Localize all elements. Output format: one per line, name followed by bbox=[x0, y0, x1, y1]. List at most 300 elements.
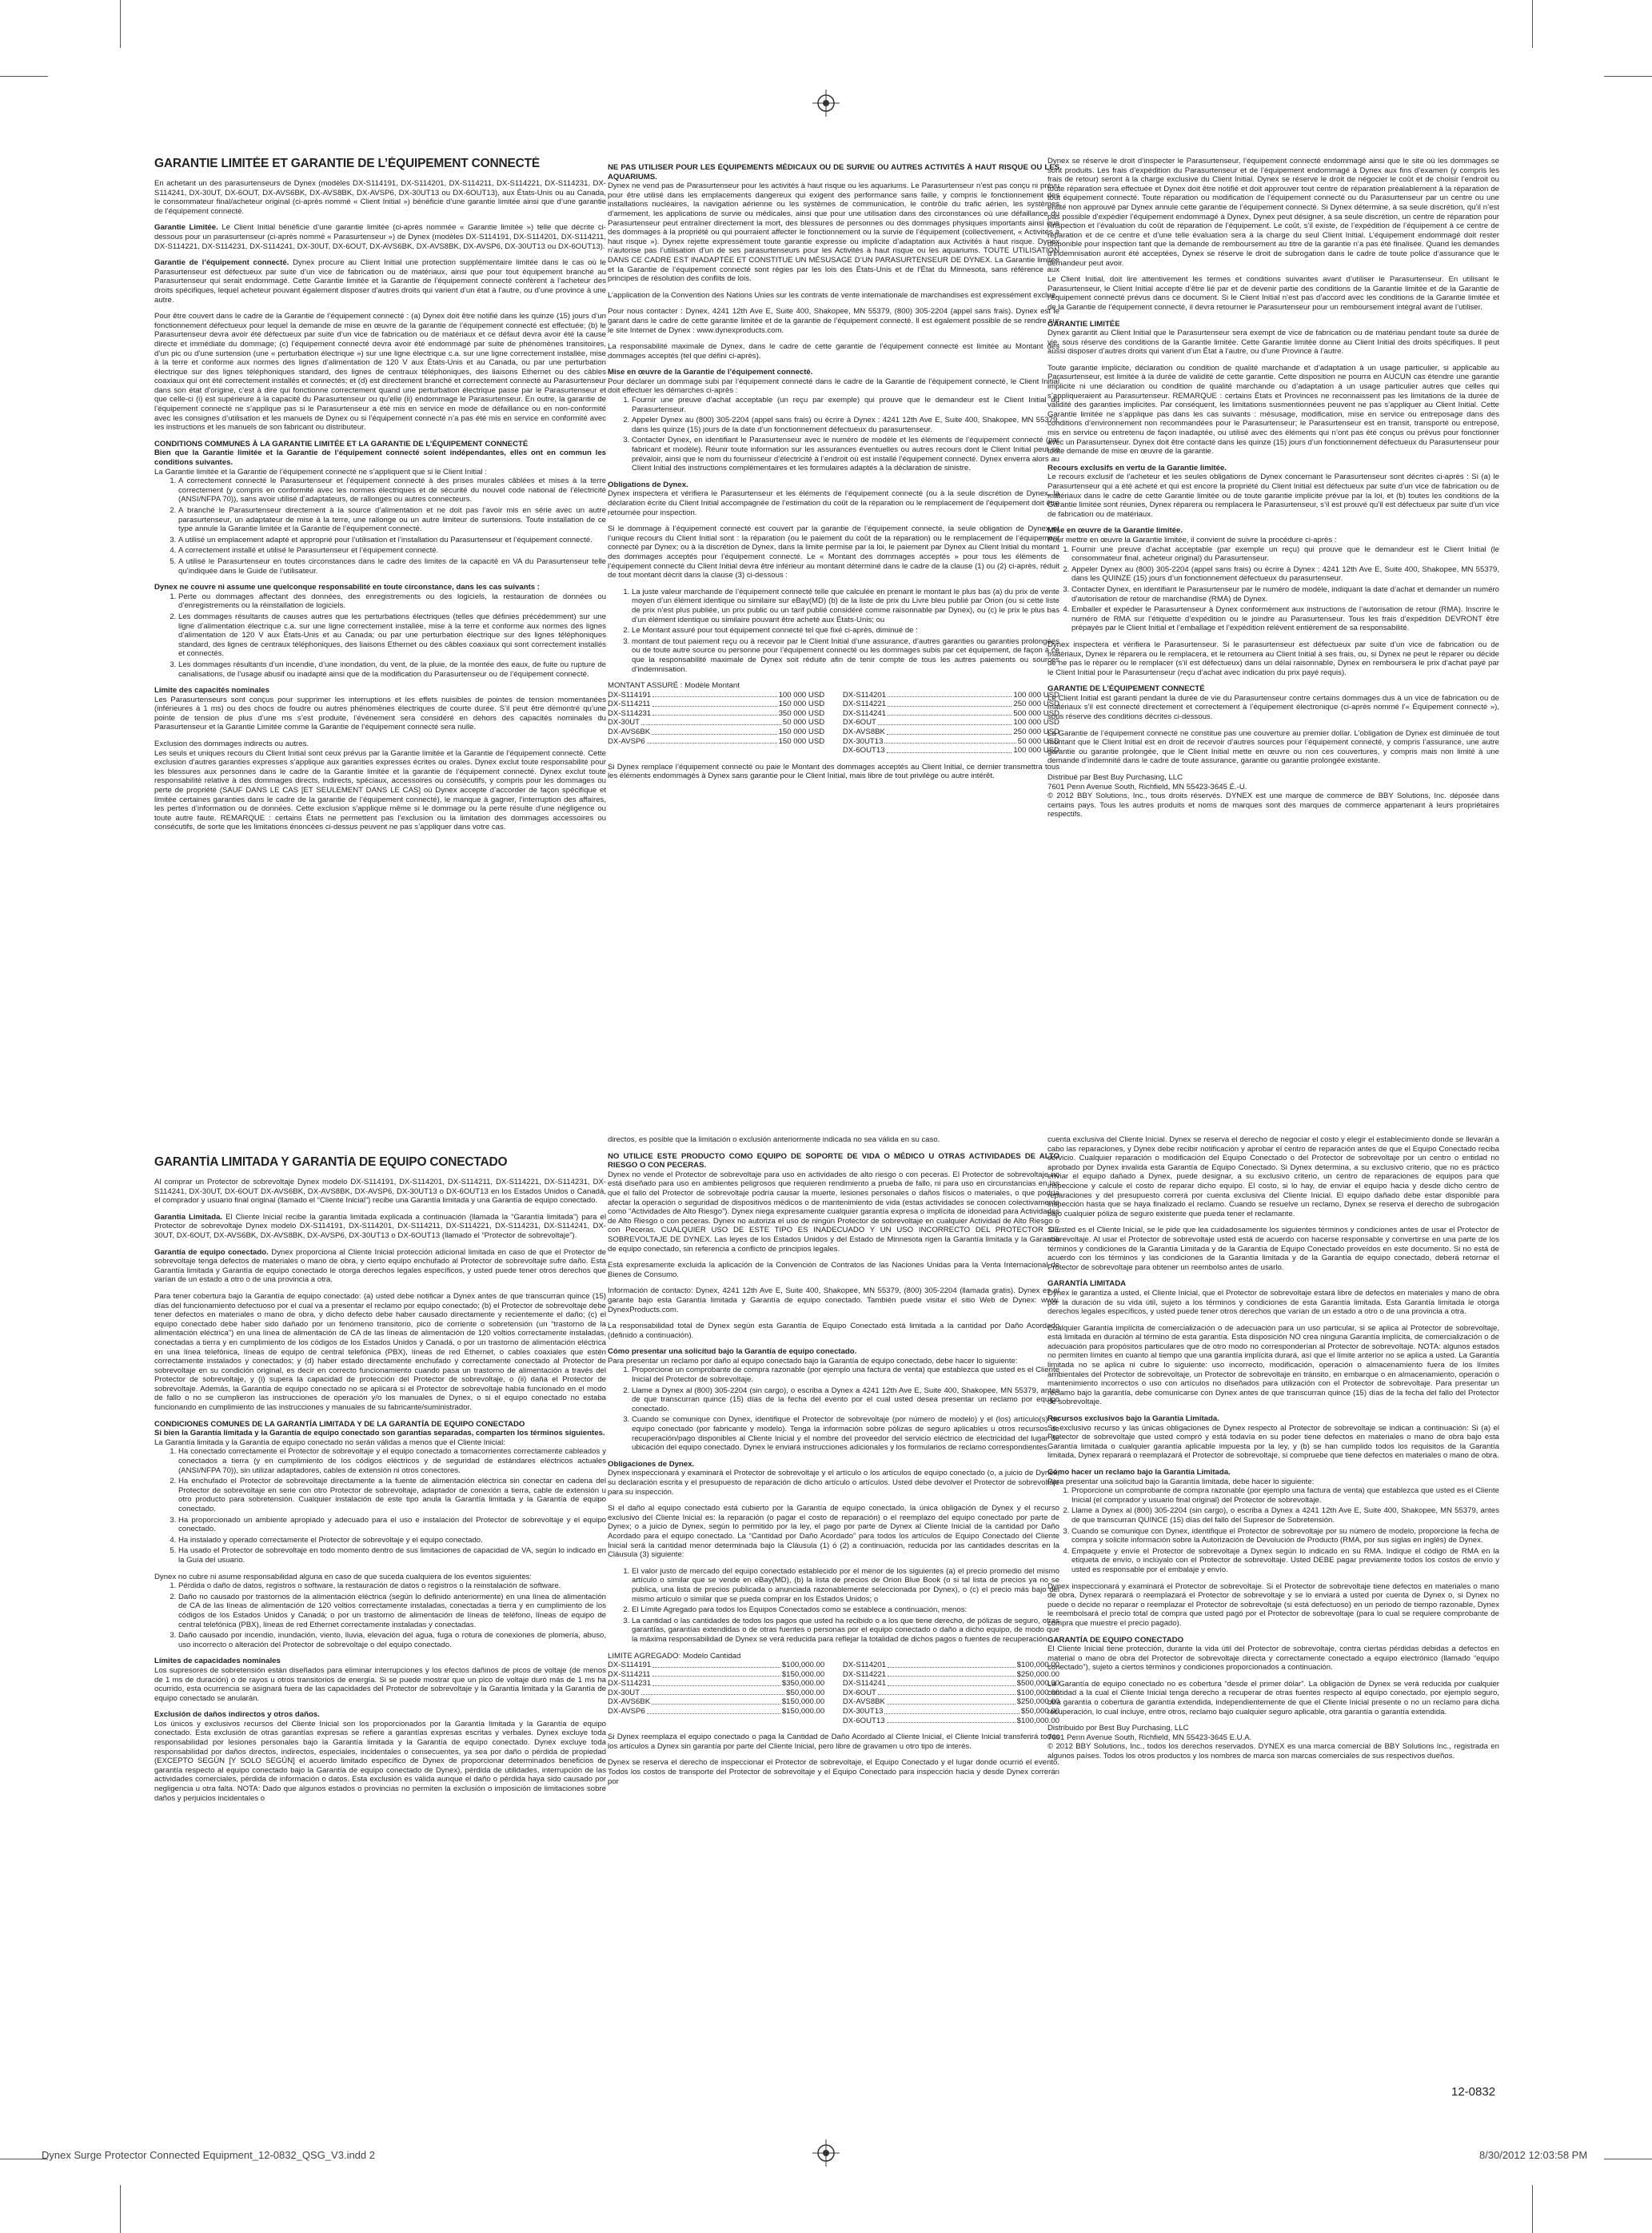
paragraph-text: directos, es posible que la limitación o exclusión anteriormente indicada no sea válida en su caso. bbox=[608, 1135, 940, 1144]
dot-leader bbox=[652, 1661, 780, 1668]
amount-row bbox=[843, 709, 1059, 719]
paragraph-text: Para tener cobertura bajo la Garantía de equipo conectado: (a) usted debe notificar a Dynex antes de que transcurran quince (15) días del funcionamiento defectuoso por el cual va a presentar el reclamo por equipo conectado; (b) el Protector de sobrevoltaje debe tener defectos en materiales o mano de obra, y dicho defecto debe haber causado directamente y recientemente el daño; (c) el equipo conectado debe haber sido dañado por un fenómeno transitorio, pico de corriente o sobretensión (un “trastorno de la alimentación eléctrica”) en una línea de alimentación de CA de las líneas de alimentación de 120 voltios correctamente instaladas, conectadas a tierra y en cumplimiento de los códigos de los Estados Unidos y Canadá, o por un trastorno de alimentación eléctrica en una línea telefónica, líneas de equipo de central telefónica (PBX), líneas de red Ethernet, o cables coaxiales que estén correctamente instalados y conectados; y (d) haber estado directamente enchufado y correctamente conectado al Protector de sobrevoltaje en su condición original, es decir en correcto funcionamiento cuando pasa un trastorno de alimentación a través del Protector de sobrevoltaje, y (i) supera la capacidad de protección del Protector de sobrevoltaje, o (ii) daña el Protector de sobrevoltaje. Además, la Garantía de equipo conectado no se aplicará si el Protector de sobrevoltaje había funcionado en el modo de fallo o no se cumplieron las instrucciones de operación y/o los manuales de Dynex, o si el equipo conectado no estaba funcionando en cumplimiento de las instrucciones y manuales de su fabricante/suministrador. bbox=[154, 1291, 606, 1413]
amount-value: $250,000.00 bbox=[1016, 1669, 1059, 1679]
amount-row bbox=[843, 1689, 1059, 1698]
model-number: DX-AVS8BK bbox=[842, 1697, 885, 1707]
paragraph-text: Al comprar un Protector de sobrevoltaje Dynex modelo DX-S114191, DX-S114201, DX-S114211, DX-S114221, DX-S114231, DX-S114241, DX-30UT, DX-6OUT DX-AVS6BK, DX-AVS8BK, DX-AVSP6, DX-30UT13 o DX-6OUT13 en los Estados Unidos o Canadá, el comprador y usuario final original (llamado el “Cliente Inicial”) recibe una Garantía limitada y una Garantía de equipo conectado. bbox=[154, 1178, 606, 1206]
amount-value: 350 000 USD bbox=[778, 708, 825, 718]
model-number: DX-S114221 bbox=[842, 1669, 887, 1679]
paragraph bbox=[608, 489, 1059, 517]
paragraph-text: Le Client Initial bénéficie d’une garantie limitée (ci-après nommée « Garantie limitée ») telle que décrite ci-dessous pour un parasurtenseur (ci-après nommé « Parasurtenseur ») de Dynex (modèles DX-S114191, DX-S114201, DX-S114211, DX-S114221, DX-S114231, DX-S114241, DX-30UT, DX-6OUT, DX-AVS6BK, DX-AVS8BK, DX-AVSP6, DX-30UT13 ou DX-6OUT13). bbox=[154, 223, 606, 251]
amount-value: $150,000.00 bbox=[781, 1697, 825, 1707]
paragraph bbox=[1047, 1724, 1499, 1733]
paragraph bbox=[608, 181, 1059, 284]
amount-value: $500,000.00 bbox=[1016, 1679, 1059, 1689]
paragraph-text: Dynex se réserve le droit d’inspecter le Parasurtenseur, l’équipement connecté endommagé ainsi que le site où les dommages se sont produits. Les frais d’expédition du Parasurtenseur et de l’équipement endommagé à Dynex aux fins d’examen (y compris les frais de retour) seront à la charge exclusive du Client Initial. Dynex se réserve le droit de négocier le coût et de choisir l’endroit ou toute réparation sera effectuée et Dynex doit être notifié et doit approuver tout centre de réparation préalablement à la réparation de tout équipement connecté. Toute réparation ou modification de l’équipement connecté ou du Parasurtenseur par un centre ou une entité non approuvé par Dynex annule cette garantie de l’équipement connecté. Si Dynex détermine, à sa seule discrétion, qu’il n’est pas possible d’expédier l’équipement endommagé à Dynex, Dynex peut désigner, à sa seule discrétion, un centre de réparation pour l’inspection et l’évaluation du coût de réparation de l’équipement. Le coût, s’il existe, de l’expédition de l’équipement à ce centre de réparation et de ce centre et d’une telle évaluation sera à la charge du seul Client Initial. L’équipement endommagé doit rester disponible pour inspection tant que la demande de remboursement au titre de la garantie n’a pas été finalisée. Quand les demandes d’indemnisation auront été acceptées, Dynex se réserve le droit de subrogation dans le cadre de toute police d’assurance que le demandeur peut avoir. bbox=[1047, 157, 1499, 268]
section-heading: Limite des capacités nominales bbox=[154, 686, 269, 696]
paragraph bbox=[608, 524, 1059, 580]
paragraph bbox=[1047, 694, 1499, 722]
section-heading: Exclusión de daños indirectos y otros daños. bbox=[154, 1710, 320, 1720]
list-item: 1. Perte ou dommages affectant des données, des enregistrements ou des logiciels, la restauration de données ou d’enregistrements ou la réinstallation de logiciels. bbox=[178, 592, 606, 611]
amount-value: 150 000 USD bbox=[778, 728, 825, 737]
section-heading: Dynex ne couvre ni assume une quelconque responsabilité en toute circonstance, dans les cas suivants : bbox=[154, 583, 540, 592]
paragraph-text: Distribuido por Best Buy Purchasing, LLC bbox=[1047, 1724, 1189, 1733]
paragraph-text: Le Client Initial est garanti pendant la durée de vie du Parasurtenseur contre certains dommages dus à un vice de fabrication ou de matériaux s’il est connecté directement et correctement à l’équipement électronique (ci-après nommé l’« Équipement connecté »), sous réserve des conditions décrites ci-dessous. bbox=[1047, 693, 1499, 722]
list-item: 4. Ha instalado y operado correctamente el Protector de sobrevoltaje y el equipo conectado. bbox=[178, 1536, 606, 1545]
amount-value: $100,000.00 bbox=[1016, 1661, 1059, 1670]
paragraph bbox=[608, 1170, 1059, 1254]
paragraph bbox=[608, 1322, 1059, 1340]
document-code: 12-0832 bbox=[1451, 2085, 1496, 2099]
model-number: DX-30UT13 bbox=[842, 1707, 884, 1717]
paragraph bbox=[1047, 536, 1499, 545]
paragraph-text: Les Parasurtenseurs sont conçus pour supprimer les interruptions et les effets nuisibles de pointes de tension momentanées (inférieures à 1 ms) ou des chocs de foudre ou autres phénomènes électriques de courte durée. S’il peut être démontré qu’une pointe de tension de plus d’une ms s’est produite, l’événement sera considéré en dehors des capacités nominales du Parasurtenseur et la Garantie Limitée comme la Garantie de l’équipement connecté sera nulle. bbox=[154, 695, 606, 732]
dot-leader bbox=[878, 718, 1012, 725]
model-number: DX-S114211 bbox=[608, 1669, 651, 1679]
paragraph bbox=[1047, 1582, 1499, 1629]
amount-table-right bbox=[843, 1661, 1059, 1725]
french-title: GARANTIE LIMITÉE ET GARANTIE DE L’ÉQUIPEMENT CONNECTÉ bbox=[154, 157, 540, 170]
amount-row bbox=[843, 1707, 1059, 1717]
section-heading: Recours exclusifs en vertu de la Garantie limitée. bbox=[1047, 463, 1227, 473]
paragraph-text: Dynex inspeccionará y examinará el Protector de sobrevoltaje. Si el Protector de sobrevoltaje tiene defectos en materiales o mano de obra, Dynex reparará o reemplazará el Protector de sobrevoltaje y se lo enviará a usted por cuenta de Dynex o, si Dynex no puede o decide no reparar o reemplazar el Protector de sobrevoltaje (si está defectuoso) en un periodo de tiempo razonable, Dynex le reembolsará el precio total de compra que usted pagó por el Protector de sobrevoltaje (para lo cual se requiere comprobante de compra que muestre el precio pagado). bbox=[1047, 1581, 1499, 1628]
model-number: DX-AVS6BK bbox=[608, 728, 651, 737]
paragraph bbox=[154, 468, 606, 477]
dot-leader bbox=[647, 737, 777, 744]
paragraph-text: 7601 Penn Avenue South, Richfield, MN 55423-3645 E.U.A. bbox=[1047, 1733, 1252, 1742]
paragraph bbox=[154, 1248, 606, 1285]
list-item: 2. Daño no causado por trastornos de la alimentación eléctrica (según lo definido anteriormente) en una línea de alimentación de CA de las líneas de alimentación de 120 voltios correctamente instaladas, conectadas a tierra y en cumplimiento de los códigos de los Estados Unidos y Canadá; o por un trastorno de alimentación de líneas de teléfono, líneas de equipo de central telefónica (PBX), líneas de red Ethernet correctamente instaladas y conectadas. bbox=[178, 1593, 606, 1629]
model-number: DX-6OUT bbox=[842, 718, 876, 728]
model-number: DX-S114201 bbox=[842, 1661, 887, 1670]
paragraph bbox=[608, 377, 1059, 396]
paragraph bbox=[1047, 1324, 1499, 1407]
dot-leader bbox=[884, 1707, 1020, 1714]
amount-value: $350,000.00 bbox=[781, 1679, 825, 1689]
spanish-column-3-text bbox=[1047, 1135, 1499, 1761]
amount-row bbox=[843, 1697, 1059, 1707]
amount-value: $50,000.00 bbox=[786, 1688, 825, 1697]
amount-value: $100,000.00 bbox=[781, 1661, 825, 1670]
paragraph bbox=[1047, 364, 1499, 457]
paragraph bbox=[1047, 729, 1499, 766]
amount-value: $50,000.00 bbox=[1020, 1707, 1059, 1717]
list-item: 3. Contacter Dynex, en identifiant le Parasurtenseur avec le numéro de modèle et les éléments de l’équipement connecté (par fabricant et modèle). Réunir toute information sur les assurances éventuelles ou autres recours dont le Client Initial peut se prévaloir, ainsi que le nom du fournisseur d’électricité à l’endroit où est installé l’équipement connecté. Dynex enverra alors au Client Initial des instructions complémentaires et les formulaires adaptés à la déclaration de sinistre. bbox=[632, 436, 1059, 473]
paragraph-text: Si usted es el Cliente Inicial, se le pide que lea cuidadosamente los siguientes términos y condiciones antes de usar el Protector de sobrevoltaje. Al usar el Protector de sobrevoltaje usted está de acuerdo con hacerse responsable y convertirse en una parte de los términos y condiciones de la Garantía Limitada y de la Garantía de Equipo Conectado proveídos en este documento. Si no está de acuerdo con los términos y las condiciones de la Garantía limitada y de la Garantía de equipo conectado, deberá retornar el Protector de sobrevoltaje para obtener un reembolso antes de usarlo. bbox=[1047, 1226, 1499, 1272]
section-heading: Obligations de Dynex. bbox=[608, 480, 688, 489]
amount-row bbox=[608, 1679, 824, 1689]
model-number: DX-AVS8BK bbox=[842, 728, 885, 737]
amount-value: 150 000 USD bbox=[778, 736, 825, 746]
amount-row bbox=[843, 718, 1059, 728]
section-heading: CONDICIONES COMUNES DE LA GARANTÍA LIMITADA Y DE LA GARANTÍA DE EQUIPO CONECTADO bbox=[154, 1419, 525, 1429]
paragraph-text: Dynex inspeccionará y examinará el Protector de sobrevoltaje y el artículo o los artículos de equipo conectado (o, a juicio de Dynex, su declaración escrita y el presupuesto de reparación de dicho artículo o artículos. Usted debe devolver el Protector de sobrevoltaje para su inspección. bbox=[608, 1469, 1059, 1497]
paragraph-text: 7601 Penn Avenue South, Richfield, MN 55423-3645 É.-U. bbox=[1047, 782, 1247, 792]
amount-row bbox=[843, 691, 1059, 700]
section-heading: Cómo presentar una solicitud bajo la Garantía de equipo conectado. bbox=[608, 1347, 857, 1357]
paragraph bbox=[154, 1292, 606, 1413]
paragraph bbox=[608, 1357, 1059, 1366]
dot-leader bbox=[652, 1670, 780, 1677]
paragraph-text: Dynex no cubre ni asume responsabilidad alguna en caso de que suceda cualquiera de los eventos siguientes: bbox=[154, 1572, 533, 1581]
paragraph-text: Pour être couvert dans le cadre de la Garantie de l’équipement connecté : (a) Dynex doit être notifié dans les quinze (15) jours d’un fonctionnement défectueux pour lequel la demande de mise en œuvre de la garantie de l’équipement connecté est effectuée; (b) le Parasurtenseur devra avoir été défectueux par suite d’un vice de fabrication ou de matériaux et ce défaut devra avoir été la cause directe et immédiate du dommage; (c) l’équipement connecté devra avoir été endommagé par suite de phénomènes transitoires, d’un pic ou d’une surtension (une « perturbation électrique ») sur une ligne électrique c.a. sur une ligne correctement installée, mise à la terre et conforme aux normes des lignes d’alimentation de 120 V aux États-Unis et au Canada, ou par une perturbation électrique sur des lignes téléphoniques standard, des lignes de centraux téléphoniques, des liaisons Ethernet ou des câbles coaxiaux qui ont été correctement installés et connectés; et (d) est directement branché et correctement connecté au Parasurtenseur dans son état d’origine, c’est à dire qui fonctionne correctement quand une perturbation électrique passe par le Parasurtenseur et que celle-ci (i) est supérieure à la capacité du Parasurtenseur ou qu’elle (ii) endommage le Parasurtenseur. En outre, la garantie de l’équipement connecté ne s’applique pas si le Parasurtenseur a été mis en service en mode de défaillance ou en non-conformité avec les consignes d’utilisation et les manuels de Dynex ou si l’équipement connecté n’a pas été mis en service en conformité avec les instructions et les manuels de son fabricant ou distributeur. bbox=[154, 312, 606, 433]
paragraph-text: L’application de la Convention des Nations Unies sur les contrats de vente internationale de marchandises est expressément exclue. bbox=[608, 290, 1058, 300]
registration-mark-icon bbox=[812, 2139, 840, 2167]
list-item: 1. Fournir une preuve d’achat acceptable (par exemple un reçu) qui prouve que le demandeur est le Client Initial (le consommateur final, acheteur original) du Parasurtenseur. bbox=[1071, 545, 1499, 564]
paragraph bbox=[608, 307, 1059, 335]
dot-leader bbox=[884, 737, 1016, 744]
paragraph-text: Información de contacto: Dynex, 4241 12th Ave E, Suite 400, Shakopee, MN 55379, (800) 305-2204 (llamada gratis). Dynex es el garante bajo esta Garantía limitada y Garantía de equipo conectado. También puede visitar el sitio Web de Dynex: www. DynexProducts.com. bbox=[608, 1286, 1059, 1314]
paragraph bbox=[1047, 1477, 1499, 1487]
paragraph-lead: Garantie de l’équipement connecté. bbox=[154, 258, 289, 268]
model-number: DX-S114211 bbox=[608, 700, 651, 709]
model-number: DX-6OUT13 bbox=[842, 1716, 885, 1725]
paragraph bbox=[154, 312, 606, 433]
paragraph-lead: Garantía Limitada. bbox=[154, 1212, 223, 1222]
crop-mark bbox=[1604, 76, 1652, 77]
list-item: 2. Ha enchufado el Protector de sobrevoltaje directamente a la fuente de alimentación eléctrica sin conectar en cadena del Protector de sobrevoltaje en serie con otro Protector de sobrevoltaje, adaptador de conexión a tierra, cable de extensión u otro producto para sobretensión. Cualquier instalación de este tipo anula la Garantía limitada y la Garantía de equipo conectado. bbox=[178, 1477, 606, 1513]
paragraph-text: El Cliente Inicial tiene protección, durante la vida útil del Protector de sobrevoltaje, contra ciertas pérdidas debidas a defectos en material o mano de obra del Protector de sobrevoltaje directa y correctamente conectado a equipo electrónico (llamado “equipo conectado”), sujeto a ciertos términos y condiciones proporcionados a continuación. bbox=[1047, 1645, 1499, 1673]
amount-row bbox=[608, 728, 824, 737]
paragraph-text: Dynex se reserva el derecho de inspeccionar el Protector de sobrevoltaje, el Equipo Conectado y el lugar donde ocurrió el evento. Todos los costos de transporte del Protector de sobrevoltaje y el Equipo Conectado para inspección hacia y desde Dynex correrán por bbox=[608, 1758, 1059, 1786]
paragraph-text: cuenta exclusiva del Cliente Inicial. Dynex se reserva el derecho de negociar el costo y elegir el establecimiento donde se llevarán a cabo las reparaciones, y Dynex debe recibir notificación y aprobar el centro de reparación antes de que el Equipo Conectado reciba servicio. Cualquier reparación o modificación del Equipo Conectado o del Protector de sobrevoltaje por un centro o entidad no aprobado por Dynex invalida esta Garantía de Equipo Conectado. Si Dynex determina, a su exclusivo criterio, que no es práctico enviar el equipo dañado a Dynex, puede designar, a su exclusivo criterio, un centro de reparaciones de equipos para que inspeccione y calcule el costo de reparar dicho equipo. El costo, si lo hay, de enviar el equipo hacia y desde dicho centro de reparaciones y del presupuesto correrá por cuenta exclusiva del Cliente Inicial. El equipo dañado debe estar disponible para inspección hasta que se haya finalizado el reclamo. Cuando se resuelve un reclamo, Dynex se reserva el derecho de subrogación bajo cualquier póliza de seguro existente que pueda tener el reclamante. bbox=[1047, 1135, 1499, 1218]
amount-row bbox=[843, 1661, 1059, 1670]
crop-mark bbox=[1532, 0, 1533, 48]
french-column-3-text bbox=[1047, 157, 1499, 819]
paragraph-text: La Garantie de l’équipement connecté ne constitue pas une couverture au premier dollar. L’obligation de Dynex est diminuée de tout montant que le Client Initial est en droit de recevoir d’autres sources pour l’équipement connecté, y compris l’assurance, une autre garantie ou garantie prolongée, que le Client Initial mette en œuvre ou non ces couvertures, y compris mais non limité à une demande d’indemnité dans le cadre de toute assurance, garantie ou garantie prolongée existante. bbox=[1047, 728, 1499, 766]
paragraph-text: Dynex procure au Client Initial une protection supplémentaire limitée dans le cas où le Parasurtenseur est défectueux par suite d’un vice de fabrication ou de matériaux, ainsi que pour tout équipement branché au Parasurtenseur qui serait endommagé. Cette Garantie limitée et la Garantie de l’équipement connecté confèrent à l’acheteur des droits spécifiques, lequel acheteur pouvant également disposer d’autres droits qui varient d’un état à l’autre, ou d’une province à une autre. bbox=[154, 258, 606, 305]
paragraph-lead: Garantía de equipo conectado. bbox=[154, 1247, 269, 1257]
paragraph-text: Dynex inspectera et vérifiera le Parasurtenseur. Si le parasurtenseur est défectueux par suite d’un vice de fabrication ou de matériaux, Dynex le réparera ou le remplacera, et le retournera au Client Initial à ses frais, ou, si Dynex ne peut le réparer ou décide de ne pas le réparer ou le remplacer (s’il est défectueux) dans un délai raisonnable, Dynex en remboursera le prix d’achat payé par le Client Initial pour le Parasurtenseur (reçu d’achat avec indication du prix payé requis). bbox=[1047, 640, 1499, 677]
paragraph bbox=[154, 1213, 606, 1241]
dot-leader bbox=[652, 728, 776, 735]
list-item: 3. La cantidad o las cantidades de todos los pagos que usted ha recibido o a los que tiene derecho, de pólizas de seguro, otras garantías, garantías extendidas o de otras fuentes o personas por el equipo conectado o daño a dicho equipo, de modo que la máxima responsabilidad de Dynex se verá reducida para reflejar la totalidad de dichos pagos o fuentes de recuperación. bbox=[632, 1617, 1059, 1645]
paragraph bbox=[608, 763, 1059, 781]
section-heading: Bien que la Garantie limitée et la Garantie de l’équipement connecté soient indépendantes, elles ont en commun les conditions suivantes. bbox=[154, 449, 606, 468]
amount-row bbox=[843, 737, 1059, 747]
french-column-1-text bbox=[154, 179, 606, 832]
model-number: DX-30UT bbox=[608, 718, 640, 728]
model-number: DX-AVS6BK bbox=[608, 1697, 651, 1707]
paragraph bbox=[1047, 640, 1499, 677]
model-number: DX-S114231 bbox=[608, 708, 652, 718]
amount-value: 500 000 USD bbox=[1013, 708, 1059, 718]
paragraph bbox=[154, 749, 606, 832]
paragraph bbox=[1047, 1226, 1499, 1272]
numbered-list bbox=[154, 477, 606, 576]
model-number: DX-S114241 bbox=[842, 1679, 887, 1689]
paragraph-text: Dynex inspectera et vérifiera le Parasurtenseur et les éléments de l’équipement connecté (ou à la seule discrétion de Dynex, la déclaration écrite du Client Initial accompagnée de l’estimation du coût de la réparation ou le remplacement de l’équipement doit être retournée pour inspection. bbox=[608, 489, 1059, 517]
list-item: 5. A utilisé le Parasurtenseur en toutes circonstances dans le cadre des limites de la capacité en VA du Parasurtenseur telle qu’indiquée dans le Guide de l’utilisateur. bbox=[178, 557, 606, 576]
list-item: 3. A utilisé un emplacement adapté et approprié pour l’utilisation et l’installation du Parasurtenseur et l’équipement connecté. bbox=[178, 536, 606, 545]
numbered-list bbox=[154, 1581, 606, 1649]
amount-value: $150,000.00 bbox=[781, 1707, 825, 1717]
dot-leader bbox=[888, 1679, 1016, 1686]
amount-value: $100,000.00 bbox=[1016, 1716, 1059, 1725]
list-item: 1. Ha conectado correctamente el Protector de sobrevoltaje y el equipo conectado a tomacorrientes correctamente cableados y conectados a tierra (y en cumplimiento de los códigos eléctricos y de seguridad de estándares eléctricos actuales (ANSI/NFPA 70)), sin utilizar adaptadores, cables de extensión ni otros conectores. bbox=[178, 1447, 606, 1475]
amount-value: 100 000 USD bbox=[778, 690, 825, 700]
paragraph-text: Para presentar una solicitud bajo la Garantía limitada, debe hacer lo siguiente: bbox=[1047, 1477, 1315, 1486]
amount-row bbox=[843, 700, 1059, 709]
list-item: 1. Fournir une preuve d’achat acceptable (un reçu par exemple) qui prouve que le demandeur est le Client Initial du Parasurtenseur. bbox=[632, 396, 1059, 414]
list-item: 1. Proporcione un comprobante de compra razonable (por ejemplo una factura de venta) que establezca que usted es el Cliente Inicial (el comprador y usuario final original) del Protector de sobrevoltaje. bbox=[1071, 1486, 1499, 1505]
section-heading: GARANTIE LIMITÉE bbox=[1047, 319, 1120, 329]
amount-row bbox=[843, 1679, 1059, 1689]
paragraph-text: En achetant un des parasurtenseurs de Dynex (modèles DX-S114191, DX-S114201, DX-S114211, DX-S114221, DX-S114231, DX-S114241, DX-30UT, DX-6OUT, DX-AVS6BK, DX-AVS8BK, DX-AVSP6, DX-30UT13 ou DX-6OUT13), aux États-Unis ou au Canada, le consommateur final/acheteur original (ci-après nommé « Client Initial ») bénéficie d’une garantie limitée ainsi que d’une garantie de l’équipement connecté. bbox=[154, 179, 606, 216]
paragraph bbox=[154, 1573, 606, 1582]
paragraph bbox=[1047, 329, 1499, 357]
paragraph bbox=[154, 1438, 606, 1448]
model-number: DX-AVSP6 bbox=[608, 736, 645, 746]
amount-value: 100 000 USD bbox=[1013, 690, 1059, 700]
paragraph bbox=[608, 1469, 1059, 1497]
amount-value: 250 000 USD bbox=[1013, 728, 1059, 737]
paragraph-text: Exclusion des dommages indirects ou autres. bbox=[154, 740, 309, 749]
paragraph bbox=[154, 1178, 606, 1206]
dot-leader bbox=[888, 700, 1012, 707]
paragraph bbox=[608, 1504, 1059, 1560]
paragraph bbox=[1047, 275, 1499, 312]
paragraph bbox=[1047, 1424, 1499, 1461]
list-item: 5. Ha usado el Protector de sobrevoltaje en todo momento dentro de sus limitaciones de capacidad de VA, según lo indicado en la Guía del usuario. bbox=[178, 1546, 606, 1565]
paragraph bbox=[608, 1652, 1059, 1661]
amount-row bbox=[608, 1707, 824, 1717]
list-item: 1. La juste valeur marchande de l’équipement connecté telle que calculée en prenant le montant le plus bas (a) du prix de vente moyen d’un élément identique ou similaire sur eBay(MD) (b) de la liste de prix du Livre bleu publié par Orion (ou si cette liste de prix n’est plus publiée, un prix public ou un tarif publié considéré comme raisonnable par Dynex), ou (c) le prix le plus bas d’un élément identique ou similaire pouvant être acheté aux États-Unis; ou bbox=[632, 588, 1059, 624]
paragraph-text: La Garantía limitada y la Garantía de equipo conectado no serán válidas a menos que el Cliente Inicial: bbox=[154, 1437, 505, 1447]
registration-mark-icon bbox=[812, 90, 840, 117]
dot-leader bbox=[641, 1689, 784, 1696]
paragraph-text: Pour déclarer un dommage subi par l’équipement connecté dans le cadre de la Garantie de l’équipement connecté, le Client Initial doit effectuer les démarches ci-après : bbox=[608, 377, 1059, 396]
numbered-list bbox=[1047, 545, 1499, 633]
paragraph bbox=[1047, 1135, 1499, 1218]
amount-table-left bbox=[608, 1661, 824, 1725]
crop-mark bbox=[0, 76, 48, 77]
amount-row bbox=[608, 691, 824, 700]
paragraph bbox=[154, 223, 606, 251]
model-number: DX-S114221 bbox=[842, 700, 887, 709]
paragraph-text: Pour mettre en œuvre la Garantie limitée, il convient de suivre la procédure ci-après : bbox=[1047, 535, 1337, 544]
paragraph bbox=[608, 681, 1059, 691]
paragraph bbox=[1047, 1289, 1499, 1317]
paragraph-text: © 2012 BBY Solutions, Inc., tous droits réservés. DYNEX est une marque de commerce de BBY Solutions, Inc. déposée dans certains pays. Tous les autres produits et noms de marques sont des marques de commerce appartenant à leurs propriétaires respectifs. bbox=[1047, 792, 1499, 819]
dot-leader bbox=[888, 709, 1012, 716]
model-number: DX-S114231 bbox=[608, 1679, 652, 1689]
section-heading: Mise en œuvre de la Garantie limitée. bbox=[1047, 526, 1183, 536]
model-number: DX-6OUT bbox=[842, 1688, 876, 1697]
paragraph bbox=[608, 1758, 1059, 1786]
model-number: DX-30UT bbox=[608, 1688, 640, 1697]
spanish-column-2-text bbox=[608, 1135, 1059, 1786]
dot-leader bbox=[887, 1717, 1016, 1724]
french-column-3 bbox=[1047, 157, 1499, 1180]
paragraph bbox=[154, 1666, 606, 1703]
numbered-list bbox=[154, 1447, 606, 1565]
amount-row bbox=[608, 1689, 824, 1698]
file-slug: Dynex Surge Protector Connected Equipment_12-0832_QSG_V3.indd 2 bbox=[42, 2149, 375, 2161]
paragraph-text: La responsabilidad total de Dynex según esta Garantía de Equipo Conectado está limitada a la cantidad por Daño Acordado (definido a continuación). bbox=[608, 1322, 1059, 1340]
section-heading: Mise en œuvre de la Garantie de l’équipement connecté. bbox=[608, 368, 813, 377]
section-heading: GARANTÍA LIMITADA bbox=[1047, 1279, 1127, 1289]
paragraph-text: LIMITE AGREGADO: Modelo Cantidad bbox=[608, 1651, 741, 1661]
list-item: 2. Les dommages résultants de causes autres que les perturbations électriques (telles que définies précédemment) sur une ligne d’alimentation électrique c.a. sur une ligne correctement installée, mise à la terre et conforme aux normes des lignes d’alimentation de 120 V aux États-Unis et au Canada; ou par une perturbation électrique sur des lignes téléphoniques standard, des lignes de centraux téléphoniques, des liaisons Ethernet ou des câbles coaxiaux qui sont correctement installés et connectés. bbox=[178, 612, 606, 659]
list-item: 4. A correctement installé et utilisé le Parasurtenseur et l’équipement connecté. bbox=[178, 546, 606, 556]
list-item: 3. Daño causado por incendio, inundación, viento, lluvia, elevación del agua, fuga o rotura de conexiones de plomería, abuso, uso incorrecto o alteración del Protector de sobrevoltaje o del equipo conectado. bbox=[178, 1631, 606, 1649]
paragraph bbox=[154, 258, 606, 305]
amount-table-left bbox=[608, 691, 824, 756]
list-item: 3. Les dommages résultants d’un incendie, d’une inondation, du vent, de la pluie, de la montée des eaux, de fuite ou rupture de canalisations, de l’usage abusif ou inadapté ainsi que de la modification du Parasurtenseur ou de l’équipement connecté. bbox=[178, 660, 606, 679]
paragraph-text: Cualquier Garantía implícita de comercialización o de adecuación para un uso particular, si se aplica al Protector de sobrevoltaje, está limitada en duración al término de esta garantía. Esta disposición NO crea ninguna Garantía implícita, de comercialización o de adecuación para propósitos particulares que de otro modo no corresponderían al Protector de sobrevoltaje. NOTA: algunos estados no permiten límites en cuanto al tiempo que una garantía implícita durará, así que el límite anterior no se aplica a usted. La Garantía limitada no se aplica ni cubre lo siguiente: uso incorrecto, modificación, operación o almacenamiento fuera de los límites ambientales del Protector de sobrevoltaje, un Protector de sobrevoltaje en tránsito, en embarque o en almacenamiento, operación o mantenimiento incorrectos o uso con artículos no diseñados para utilización con el Protector de sobrevoltaje. Para presentar un reclamo bajo la garantía, debe comunicarse con Dynex antes de que transcurran quince (15) días de la fecha del fallo del Protector de sobrevoltaje. bbox=[1047, 1323, 1499, 1407]
list-item: 1. Pérdida o daño de datos, registros o software, la restauración de datos o registros o la reinstalación de software. bbox=[178, 1581, 606, 1591]
spanish-column-3 bbox=[1047, 1135, 1499, 2115]
section-heading: Límites de capacidades nominales bbox=[154, 1657, 281, 1666]
section-heading: Obligaciones de Dynex. bbox=[608, 1459, 695, 1469]
numbered-list bbox=[1047, 1486, 1499, 1574]
list-item: 2. El Límite Agregado para todos los Equipos Conectados como se establece a continuación, menos: bbox=[632, 1605, 1059, 1615]
paragraph-text: Si el daño al equipo conectado está cubierto por la Garantía de equipo conectado, la única obligación de Dynex y el recurso exclusivo del Cliente Inicial es: la reparación (o pagar el costo de reparación) o el reemplazo del equipo conectado por parte de Dynex; o a juicio de Dynex, según lo permitido por la ley, el pago por parte de Dynex al Cliente Inicial de la cantidad por Daño Acordado para el equipo conectado. La “Cantidad por Daño Acordado” para todos los artículos de Equipo Conectado del Cliente Inicial será la cantidad menor determinada bajo la Cláusula (1) ó (2) a continuación, reducida por las cantidades descritas en la Cláusula (3) siguiente: bbox=[608, 1504, 1059, 1560]
crop-mark bbox=[120, 2185, 121, 2233]
paragraph-text: MONTANT ASSURÉ : Modèle Montant bbox=[608, 681, 740, 691]
dot-leader bbox=[888, 1670, 1016, 1677]
list-item: 1. Proporcione un comprobante de compra razonable (por ejemplo una factura de venta) que establezca que usted es el Cliente Inicial del Protector de sobrevoltaje. bbox=[632, 1366, 1059, 1384]
paragraph bbox=[154, 179, 606, 216]
section-heading: NO UTILICE ESTE PRODUCTO COMO EQUIPO DE SOPORTE DE VIDA O MÉDICO U OTRAS ACTIVIDADES DE ALTO RIESGO O CON PECERAS. bbox=[608, 1151, 1059, 1170]
french-column-2-text bbox=[608, 163, 1059, 781]
section-heading: GARANTÍA DE EQUIPO CONECTADO bbox=[1047, 1635, 1184, 1645]
paragraph bbox=[608, 342, 1059, 361]
crop-mark bbox=[1532, 2185, 1533, 2233]
list-item: 3. Cuando se comunique con Dynex, identifique el Protector de sobrevoltaje (por número de modelo) y el (los) artículo(s) de equipo conectado (por fabricante y modelo). Tenga la información sobre pólizas de seguro aplicables u otros recursos de recuperación/pago disponibles al Cliente Inicial y el nombre del proveedor del servicio eléctrico de electricidad del lugar de ubicación del equipo conectado. Dynex le enviará instrucciones adicionales y los formularios de reclamo correspondientes. bbox=[632, 1415, 1059, 1452]
paragraph-lead: Garantie Limitée. bbox=[154, 223, 218, 233]
model-number: DX-30UT13 bbox=[842, 736, 884, 746]
french-column-2 bbox=[608, 163, 1059, 1140]
paragraph bbox=[608, 1286, 1059, 1314]
list-item: 3. Cuando se comunique con Dynex, identifique el Protector de sobrevoltaje por su número de modelo, proporcione la fecha de compra y solicite información sobre la Autorización de Devolución de Producto (RMA, por sus siglas en inglés) de Dynex. bbox=[1071, 1527, 1499, 1545]
paragraph-text: Los únicos y exclusivos recursos del Cliente Inicial son los proporcionados por la Garantía limitada y la Garantía de equipo conectado. Esta exclusión de otras garantías expresas se refiere a garantías expresas escritas y verbales. Dynex excluye toda responsabilidad por lesiones personales bajo la Garantía limitada y la Garantía de equipo conectado. Dynex excluye toda responsabilidad por daños directos, indirectos, especiales, incidentales o consecuentes, ya sea por daño o pérdida de propiedad (EXCEPTO SEGÚN [Y SOLO SEGÚN] el acuerdo limitado específico de Dynex de proporcionar determinados beneficios de garantía respecto al equipo conectado bajo la Garantía de equipo conectado de Dynex), pérdida de utilidades, interrupción de las actividades comerciales, pérdida de información o datos. Esta exclusión es válida aunque el daño o pérdida haya sido causado por negligencia u otra falta. NOTA: Dado que algunos estados o provincias no permiten la exclusión o imposición de limitaciones sobre daños y perjuicios incidentales o bbox=[154, 1719, 606, 1803]
paragraph bbox=[608, 1135, 1059, 1145]
french-column-1 bbox=[154, 157, 606, 1138]
paragraph bbox=[1047, 773, 1499, 783]
list-item: 2. Appeler Dynex au (800) 305-2204 (appel sans frais) ou écrire à Dynex : 4241 12th Ave E, Suite 400, Shakopee, MN 55379, dans les quinze (15) jours de la date d’un fonctionnement défectueux du parasurtenseur. bbox=[632, 416, 1059, 434]
paragraph-text: La responsabilité maximale de Dynex, dans le cadre de cette garantie de l’équipement connecté est limitée au Montant des dommages acceptés (tel que défini ci-après). bbox=[608, 342, 1059, 361]
list-item: 4. Empaquete y envíe el Protector de sobrevoltaje a Dynex según lo indicado en su RMA. Indique el código de RMA en la etiqueta de envío, o inclúyalo con el Protector de sobrevoltaje. Usted DEBE pagar previamente todos los costos de envío y usted es responsable por el embalaje y envío. bbox=[1071, 1547, 1499, 1575]
paragraph bbox=[154, 1720, 606, 1803]
list-item: 3. montant de tout paiement reçu ou à recevoir par le Client Initial d’une assurance, d’autres garanties ou garanties prolongées ou de toute autre source ou personne pour l’équipement connecté ou les dommages subis par cet équipement, de façon à ce que la responsabilité maximale de Dynex soit réduite afin de tenir compte de tous les autres paiements ou sources d’indemnisation. bbox=[632, 637, 1059, 674]
dot-leader bbox=[887, 746, 1012, 753]
numbered-list bbox=[608, 1567, 1059, 1645]
dot-leader bbox=[887, 1697, 1016, 1705]
amount-value: 250 000 USD bbox=[1013, 700, 1059, 709]
list-item: 2. Appeler Dynex au (800) 305-2204 (appel sans frais) ou écrire à Dynex : 4241 12th Ave E, Suite 400, Shakopee, MN 55379, dans les QUINZE (15) jours d’un fonctionnement défectueux du parasurtenseur. bbox=[1071, 565, 1499, 584]
dot-leader bbox=[652, 709, 776, 716]
dot-leader bbox=[888, 1661, 1016, 1668]
spanish-title: GARANTÍA LIMITADA Y GARANTÍA DE EQUIPO CONECTADO bbox=[154, 1155, 508, 1169]
amount-table bbox=[608, 1661, 1059, 1725]
amount-value: 100 000 USD bbox=[1013, 746, 1059, 756]
paragraph-text: El Cliente Inicial recibe la garantía limitada explicada a continuación (llamada la “Garantía limitada”) para el Protector de sobrevoltaje Dynex modelo DX-S114191, DX-S114201, DX-S114211, DX-S114221, DX-S114231, DX-S114241, DX-30UT, DX-6OUT, DX-AVS6BK, DX-AVS8BK, DX-AVSP6, DX-30UT13 o DX-6OUT13 (llamado el “Protector de sobrevoltaje”). bbox=[154, 1212, 606, 1240]
section-heading: CONDITIONS COMMUNES À LA GARANTIE LIMITÉE ET LA GARANTIE DE L’ÉQUIPEMENT CONNECTÉ bbox=[154, 439, 529, 449]
dot-leader bbox=[888, 691, 1012, 698]
amount-row bbox=[608, 1697, 824, 1707]
paragraph bbox=[1047, 783, 1499, 792]
paragraph bbox=[154, 740, 606, 749]
paragraph bbox=[608, 291, 1059, 301]
paragraph-text: Dynex garantit au Client Initial que le Parasurtenseur sera exempt de vice de fabrication ou de matériau pendant toute sa durée de vie, sous réserve des conditions de la Garantie limitée. Cette Garantie limitée donne au Client Initial des droits spécifiques. Il peut aussi disposer d’autres droits qui varient d’un État à l’autre, ou d’une Province à l’autre. bbox=[1047, 329, 1499, 357]
amount-value: $250,000.00 bbox=[1016, 1697, 1059, 1707]
dot-leader bbox=[652, 1679, 780, 1686]
paragraph-text: Dynex le garantiza a usted, el Cliente Inicial, que el Protector de sobrevoltaje estará libre de defectos en materiales y mano de obra por la duración de su vida útil, sujeto a los términos y condiciones de esta Garantía limitada. Esta Garantía limitada le otorga derechos legales específicos, y usted puede tener otros derechos que varían de un estado a otro o de una provincia a otra. bbox=[1047, 1288, 1499, 1317]
crop-mark bbox=[120, 0, 121, 48]
date-slug: 8/30/2012 12:03:58 PM bbox=[1479, 2149, 1588, 2161]
amount-value: $150,000.00 bbox=[781, 1669, 825, 1679]
amount-value: $100,000.00 bbox=[1016, 1688, 1059, 1697]
dot-leader bbox=[652, 1697, 780, 1705]
paragraph-text: Si Dynex reemplaza el equipo conectado o paga la Cantidad de Daño Acordado al Cliente Inicial, el Cliente Inicial transferirá todos los artículos a Dynex sin garantía por parte del Cliente Inicial, pero libre de gravamen u otro tipo de interés. bbox=[608, 1733, 1059, 1751]
amount-row bbox=[608, 1670, 824, 1680]
amount-table bbox=[608, 691, 1059, 756]
model-number: DX-S114201 bbox=[842, 690, 887, 700]
dot-leader bbox=[878, 1689, 1016, 1696]
list-item: 1. El valor justo de mercado del equipo conectado establecido por el menor de los siguientes (a) el precio promedio del mismo artículo o similar que se vende en eBay(MD), (b) la lista de precios de Orion Blue Book (o si tal lista de precios ya no se publica, una lista de precios publicada o anunciada razonablemente seleccionada por Dynex), o (c) el precio más bajo del mismo artículo o similar que se pueda comprar en los Estados Unidos; o bbox=[632, 1567, 1059, 1604]
paragraph bbox=[1047, 792, 1499, 819]
dot-leader bbox=[652, 700, 777, 707]
amount-value: 150 000 USD bbox=[778, 700, 825, 709]
list-item: 3. Contacter Dynex, en identifiant le Parasurtenseur par le numéro de modèle, indiquant la date d’achat et demander un numéro d’autorisation de retour de marchandise (RMA) de Dynex. bbox=[1071, 585, 1499, 604]
paragraph-text: Les seuls et uniques recours du Client Initial sont ceux prévus par la Garantie limitée et la Garantie de l’équipement connecté. Cette exclusion d’autres garanties expresses s’applique aux garanties expresses écrites ou orales. Dynex exclut toute responsabilité pour les blessures aux personnes dans le cadre de la Garantie limitée et la garantie de l’équipement connecté. Dynex exclut toute responsabilité relative à des dommages directs, indirects, spéciaux, accessoires ou consécutifs, y compris pour les dommages ou perte de propriété (SAUF DANS LE CAS [ET SEULEMENT DANS LE CAS] où Dynex accepte d’accorder de façon spécifique et limitée certaines garanties dans le cadre de la garantie de l’équipement connecté), le manque à gagner, l’interruption des affaires, les pertes d’information ou de données. Cette exclusion s’applique même si le dommage ou la perte résulte d’une négligence ou toute autre faute. REMARQUE : certains États ne permettent pas l’exclusion ou la limitation des dommages accessoires ou consécutifs, de sorte que les limitations énoncées ci-dessus peuvent ne pas s’appliquer dans votre cas. bbox=[154, 748, 606, 832]
paragraph-text: Dynex no vende el Protector de sobrevoltaje para uso en actividades de alto riesgo o con peceras. El Protector de sobrevoltaje no está diseñado para uso en ambientes peligrosos que requieren rendimiento a prueba de fallo, ni para uso en circunstancias en las que el fallo del Protector de sobrevoltaje podría causar la muerte, lesiones personales o daños físicos o materiales, o que podría afectar la operación o seguridad de dispositivos médicos o de mantenimiento de vida (estas actividades se conocen colectivamente como “Actividades de Alto Riesgo”). Dynex niega expresamente cualquier garantía expresa o implícita de idoneidad para Actividades de Alto Riesgo o con peceras. Dynex no autoriza el uso de ningún Protector de sobrevoltaje en cualquier Actividad de Alto Riesgo o con Peceras. CUALQUIER USO DE ESTE TIPO ES INADECUADO Y UN USO INCORRECTO DEL PROTECTOR DE SOBREVOLTAJE DE DYNEX. Las leyes de los Estados Unidos y del Estado de Minnesota rigen la Garantía limitada y la Garantía de equipo conectado, sin referencia a conflicto de principios legales. bbox=[608, 1170, 1059, 1254]
paragraph bbox=[1047, 473, 1499, 519]
amount-value: 50 000 USD bbox=[1017, 736, 1059, 746]
paragraph-text: Para presentar un reclamo por daño al equipo conectado bajo la Garantía de equipo conectado, debe hacer lo siguiente: bbox=[608, 1356, 1018, 1366]
paragraph bbox=[608, 1261, 1059, 1279]
list-item: 2. Llame a Dynex al (800) 305-2204 (sin cargo), o escriba a Dynex a 4241 12th Ave E, Suite 400, Shakopee, MN 55379, antes de que transcurran QUINCE (15) días del fallo del Supresor de Sobretensión. bbox=[1071, 1506, 1499, 1525]
model-number: DX-AVSP6 bbox=[608, 1707, 645, 1717]
paragraph-text: Le Client Initial, doit lire attentivement les termes et conditions suivantes avant d’utiliser le Parasurtenseur. En utilisant le Parasurtenseur, le Client Initial accepte d’être lié par et de devenir partie des conditions de la Garantie limitée et de la Garantie de l’équipement connecté prévus dans ce document. Si le Client Initial n’est pas d’accord avec les conditions de la Garantie limitée et de la Garantie de l’équipement connecté, il devra retourner le Parasurtenseur pour un remboursement intégral avant de l’utiliser. bbox=[1047, 275, 1499, 312]
paragraph-text: Si Dynex remplace l’équipement connecté ou paie le Montant des dommages acceptés au Client Initial, ce dernier transmettra tous les éléments endommagés à Dynex sans garantie pour le Client Initial, mais libre de tout privilège ou autre intérêt. bbox=[608, 762, 1059, 781]
paragraph bbox=[1047, 157, 1499, 268]
section-heading: Recursos exclusivos bajo la Garantía Limitada. bbox=[1047, 1414, 1219, 1424]
list-item: 3. Ha proporcionado un ambiente apropiado y adecuado para el uso e instalación del Protector de sobrevoltaje y el equipo conectado. bbox=[178, 1516, 606, 1534]
paragraph-text: La Garantie limitée et la Garantie de l’équipement connecté ne s’appliquent que si le Client Initial : bbox=[154, 467, 487, 477]
paragraph bbox=[1047, 1742, 1499, 1760]
model-number: DX-S114191 bbox=[608, 690, 652, 700]
amount-row bbox=[608, 700, 824, 709]
paragraph-text: Si le dommage à l’équipement connecté est couvert par la garantie de l’équipement connecté, la seule obligation de Dynex et l’unique recours du Client Initial sont : la réparation (ou le paiement du coût de la réparation) ou le remplacement de l’équipement connecté par Dynex; ou à la discrétion de Dynex, dans la limite permise par la loi, le paiement par Dynex au Client Initial du montant des dommages acceptés pour l’équipement connecté. Le « Montant des dommages acceptés » pour tous les éléments de l’équipement connecté du Client Initial devra être inférieur au montant déterminé dans le cadre de la clause (1) ou (2) ci-après, réduit de tout montant décrit dans la clause (3) ci-dessous : bbox=[608, 524, 1059, 580]
paragraph-text: Está expresamente excluida la aplicación de la Convención de Contratos de las Naciones Unidas para la Venta Internacional de Bienes de Consumo. bbox=[608, 1261, 1059, 1279]
paragraph-text: Dynex ne vend pas de Parasurtenseur pour les activités à haut risque ou les aquariums. Le Parasurtenseur n’est pas conçu ni prévu pour être utilisé dans les emplacements dangereux qui exigent des performance sans faille, y compris le fonctionnement des installations nucléaires, la navigation aérienne ou les systèmes de communication, le contrôle du trafic aérien, les systèmes d’armement, les applications de survie ou médicales, ainsi que pour une utilisation dans des circonstances où une défaillance du Parasurtenseur peut entraîner directement la mort, des blessures de personnes ou des dommages physiques importants ainsi que des dommages à la propriété ou qui pourraient affecter le fonctionnement ou la survie de l’équipement (collectivement, « Activités à haut risque »). Dynex rejette expressément toute garantie expresse ou implicite d’adaptation aux Activités à haut risque. Dynex n’autorise pas l’utilisation d’un de ses parasurtenseurs pour les Activités à haut risque ou les aquariums. TOUTE UTILISATION DANS CE CADRE EST INADAPTÉE ET CONSTITUE UN MÉSUSAGE D’UN PARASURTENSEUR DE DYNEX. La Garantie limitée et la Garantie de l’équipement connecté sont régies par les lois des États-Unis et de l’État du Minnesota, sans référence aux principes de résolution des conflits de lois. bbox=[608, 181, 1059, 284]
list-item: 2. Llame a Dynex al (800) 305-2204 (sin cargo), o escriba a Dynex a 4241 12th Ave E, Suite 400, Shakopee, MN 55379, antes de que transcurran quince (15) días de la fecha del evento por el cual usted desea presentar un reclamo por equipo conectado. bbox=[632, 1386, 1059, 1414]
paragraph-text: Su exclusivo recurso y las únicas obligaciones de Dynex respecto al Protector de sobrevoltaje se indican a continuación: Si (a) el Protector de sobrevoltaje que usted compró y está todavía en su poder tiene defectos en materiales o mano de obra bajo esta Garantía limitada o cualquier garantía aplicable impuesta por la ley, y (b) se han cumplido todos los requisitos de la Garantía limitada, Dynex reparará o reemplazará el Protector de sobrevoltaje, si compruebe que tiene defectos en materiales o mano de obra. bbox=[1047, 1423, 1499, 1461]
model-number: DX-6OUT13 bbox=[842, 746, 885, 756]
amount-row bbox=[843, 728, 1059, 737]
list-item: 1. A correctement connecté le Parasurtenseur et l’équipement connecté à des prises murales câblées et mises à la terre correctement (y compris en conformité avec les normes électriques et de sécurité du nouvel code national de l’électricité (ANSI/NFPA 70)), sans avoir utilisé d’adaptateurs, de rallonges ou autres connecteurs. bbox=[178, 477, 606, 504]
model-number: DX-S114241 bbox=[842, 708, 887, 718]
amount-row bbox=[608, 709, 824, 719]
list-item: 2. A branché le Parasurtenseur directement à la source d’alimentation et ne doit pas l’avoir mis en série avec un autre parasurtenseur, un adaptateur de mise à la terre, une rallonge ou un autre limiteur de surtensions. Toute installation de ce type annule la Garantie limitée et la Garantie de l’équipement connecté. bbox=[178, 506, 606, 534]
paragraph-text: Pour nous contacter : Dynex, 4241 12th Ave E, Suite 400, Shakopee, MN 55379, (800) 305-2204 (appel sans frais). Dynex est le garant dans le cadre de cette garantie limitée et de la garantie de l’équipement connecté. Il est également possible de se rendre sur le site Internet de Dynex : www.dynexproducts.com. bbox=[608, 307, 1059, 335]
amount-row bbox=[608, 1661, 824, 1670]
paragraph-text: Le recours exclusif de l’acheteur et les seules obligations de Dynex concernant le Parasurtenseur sont décrites ci-après : Si (a) le Parasurtenseur qui a été acheté et qui est encore la propriété du Client Initial est défectueux par suite d’un vice de fabrication ou de matériaux dans le cadre de cette Garantie limitée ou de toute garantie implicite prévue par la loi, et (b) toutes les conditions de la Garantie limitée sont réunies, Dynex réparera ou remplacera le Parasurtenseur, s’il est prouvé qu’il est défectueux par suite d’un vice de fabrication ou de matériaux. bbox=[1047, 473, 1499, 519]
list-item: 2. Le Montant assuré pour tout équipement connecté tel que fixé ci-après, diminué de : bbox=[632, 626, 1059, 636]
section-heading: Cómo hacer un reclamo bajo la Garantía Limitada. bbox=[1047, 1468, 1231, 1477]
spanish-column-1 bbox=[154, 1155, 606, 2111]
section-heading: GARANTIE DE L’ÉQUIPEMENT CONNECTÉ bbox=[1047, 684, 1205, 694]
paragraph-text: Toute garantie implicite, déclaration ou condition de qualité marchande et d’adaptation à un usage particulier, si applicable au Parasurtenseur, est limitée à la durée de validité de cette garantie. Cette disposition ne pourra en AUCUN cas étendre une garantie implicite ni une déclaration ou condition de qualité marchande ou d’adaptation à un usage particulier autres que celles qui s’appliqueraient au Parasurtenseur. REMARQUE : certains États et Provinces ne reconnaissent pas les limitations de la durée de validité des garanties implicites. Par conséquent, les limitations susmentionnées peuvent ne pas s’appliquer au Client Initial. Cette Garantie limitée ne s’applique pas dans les cas suivants : mésusage, modification, mise en service ou entreposage dans des conditions d’environnement non recommandées pour le Parasurtenseur; le Parasurtenseur est en transit, transporté ou entreposé, mis en service ou entretenu de façon inadaptée, ou utilisé avec des éléments qui n’ont pas été conçus ou prévus pour fonctionner avec un Parasurtenseur. Dynex doit être contacté dans les quinze (15) jours d’un fonctionnement défectueux du Parasurtenseur pour toute demande de mise en œuvre de la garantie. bbox=[1047, 363, 1499, 457]
amount-row bbox=[843, 746, 1059, 756]
numbered-list bbox=[608, 396, 1059, 473]
numbered-list bbox=[608, 1366, 1059, 1452]
dot-leader bbox=[652, 691, 776, 698]
numbered-list bbox=[154, 592, 606, 679]
